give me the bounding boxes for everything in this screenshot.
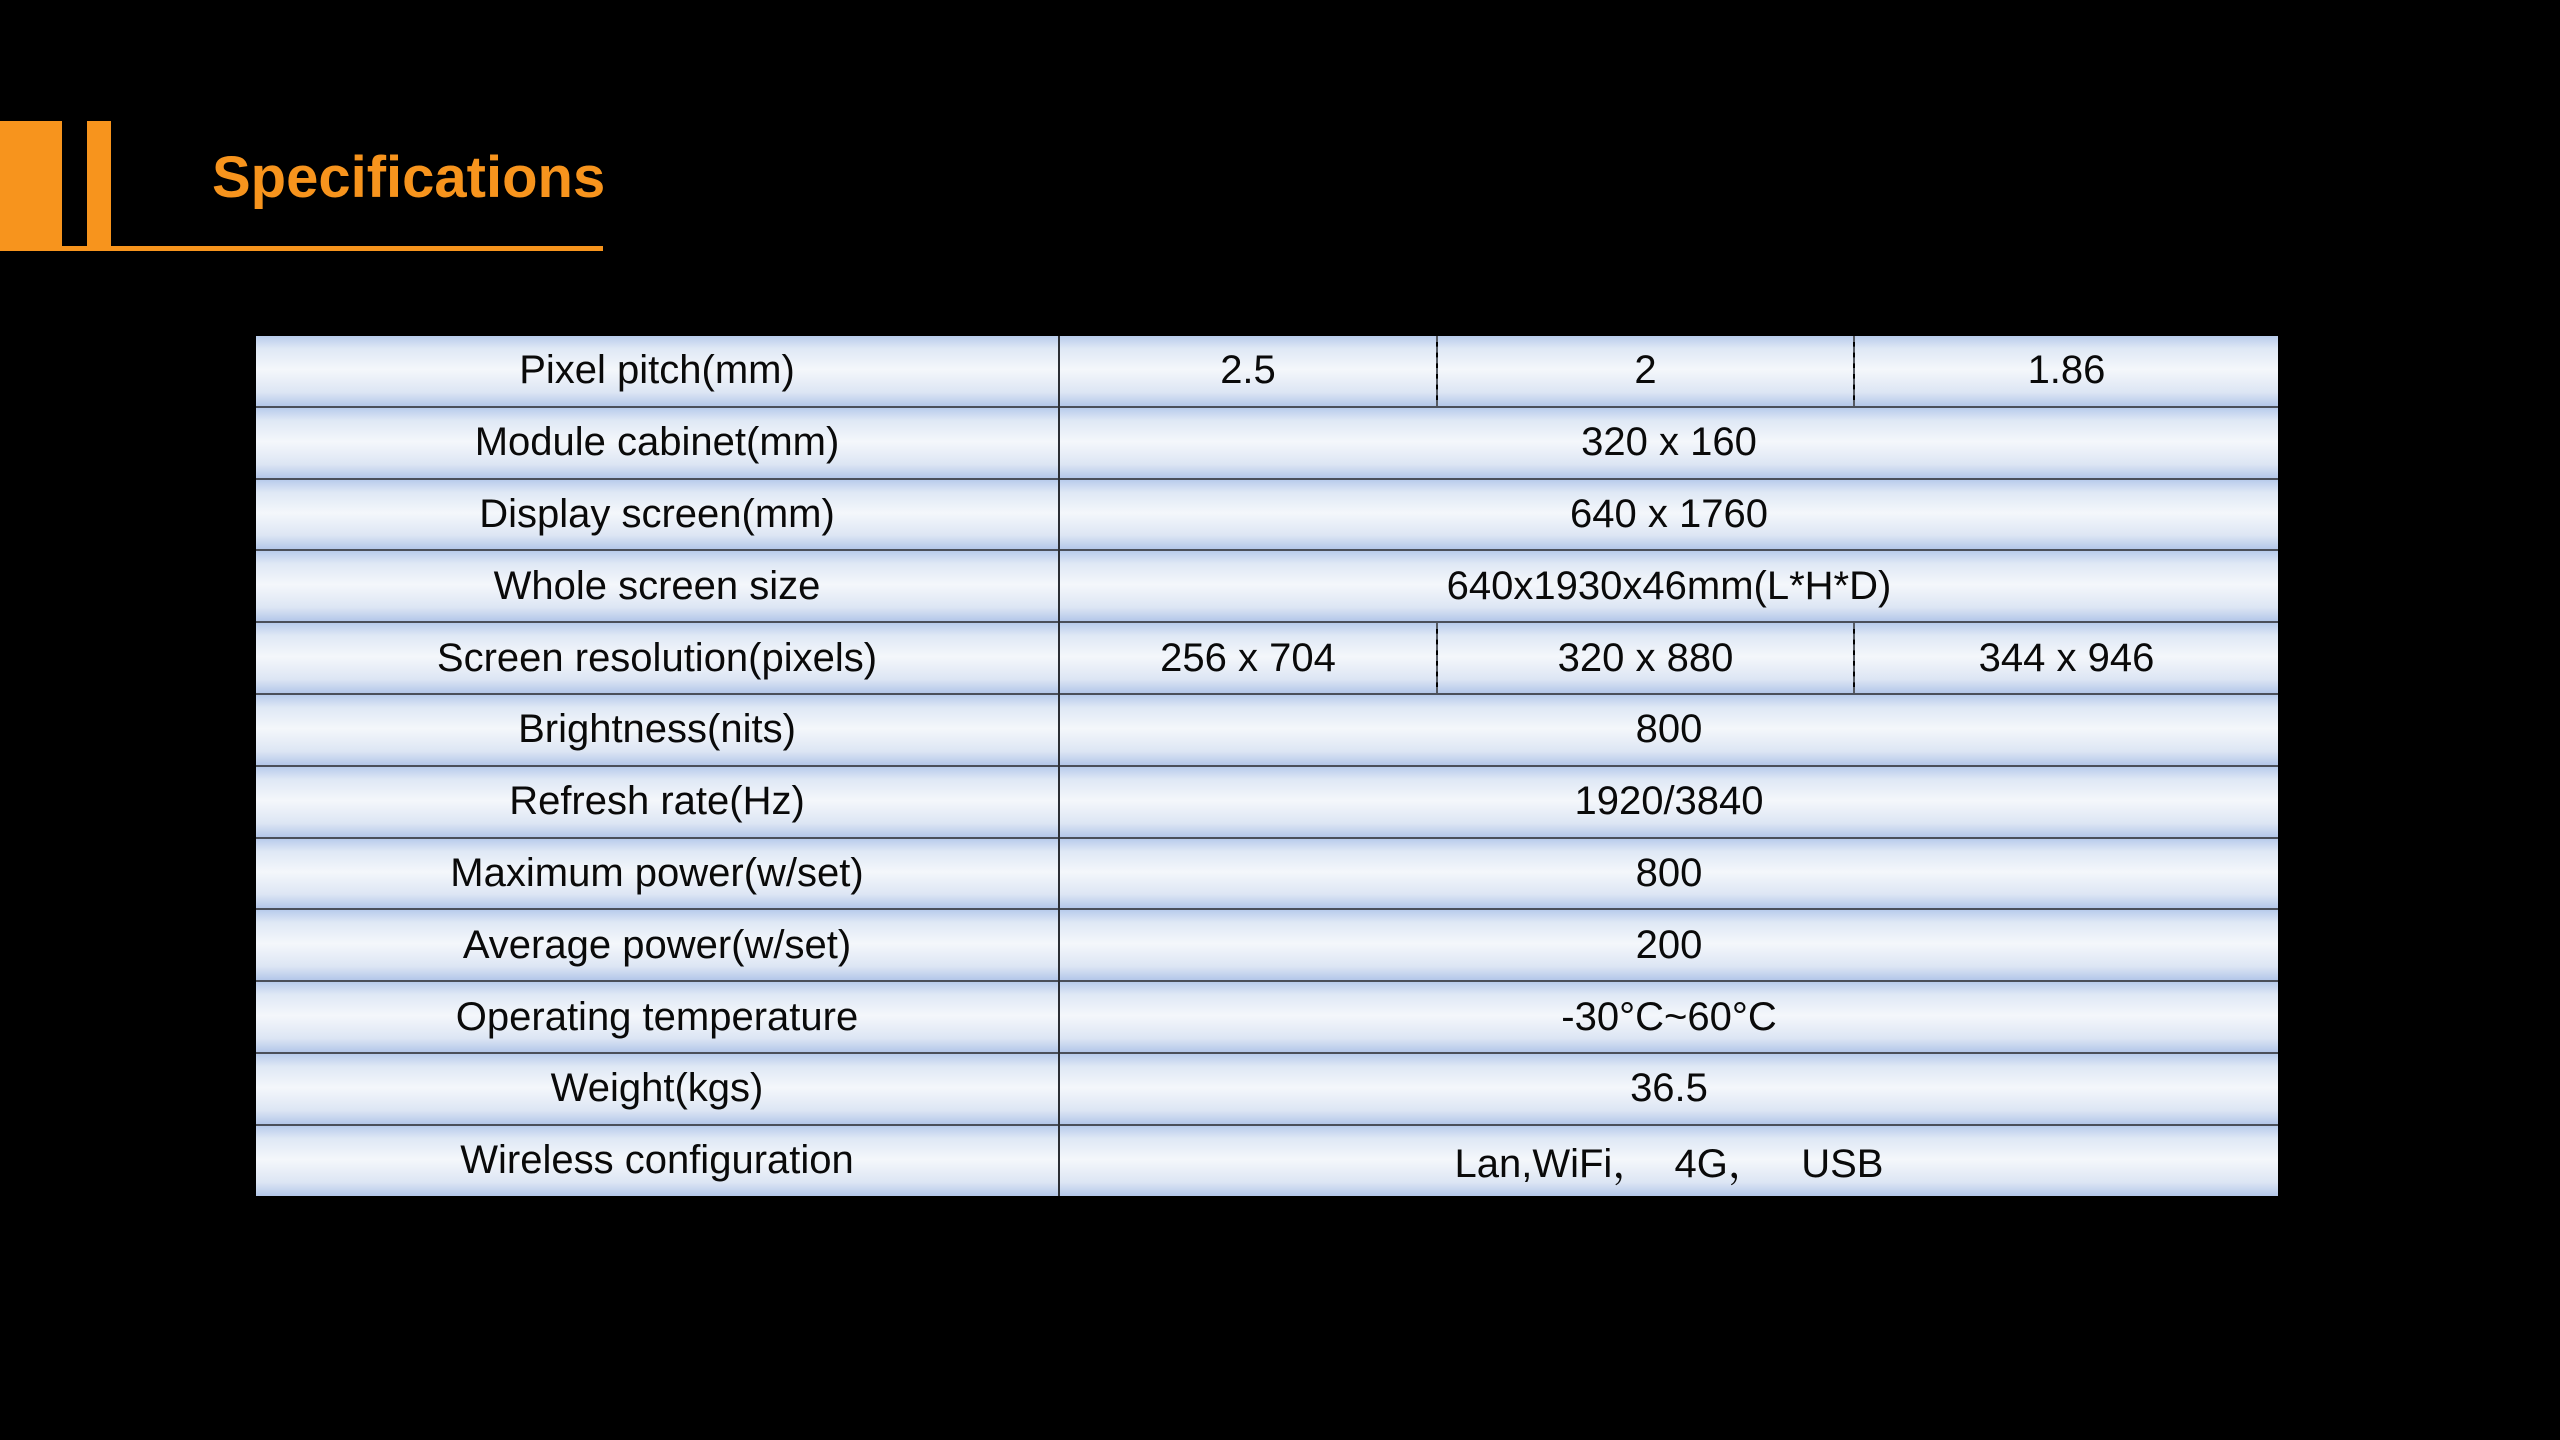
spec-label: Module cabinet(mm) xyxy=(256,407,1059,479)
spec-row-weight xyxy=(256,1053,2278,1125)
spec-label: Brightness(nits) xyxy=(256,694,1059,766)
title-underline xyxy=(0,246,603,251)
spec-row-pixel-pitch xyxy=(256,336,2278,407)
spec-row-brightness xyxy=(256,694,2278,766)
spec-row-whole-screen-size xyxy=(256,550,2278,622)
spec-row-maximum-power xyxy=(256,838,2278,910)
spec-label: Whole screen size xyxy=(256,550,1059,622)
spec-value: 2 xyxy=(1437,336,1854,407)
spec-label: Operating temperature xyxy=(256,981,1059,1053)
spec-value: 344 x 946 xyxy=(1854,622,2278,694)
spec-value: 800 xyxy=(1059,838,2278,910)
spec-value: 640x1930x46mm(L*H*D) xyxy=(1059,550,2278,622)
page-title: Specifications xyxy=(212,145,606,210)
spec-label: Wireless configuration xyxy=(256,1125,1059,1196)
spec-label: Pixel pitch(mm) xyxy=(256,336,1059,407)
spec-row-refresh-rate xyxy=(256,766,2278,838)
spec-value: 1.86 xyxy=(1854,336,2278,407)
spec-value: -30°C~60°C xyxy=(1059,981,2278,1053)
title-accent-block xyxy=(0,121,62,251)
spec-value: 640 x 1760 xyxy=(1059,479,2278,551)
spec-label: Average power(w/set) xyxy=(256,909,1059,981)
spec-value: 200 xyxy=(1059,909,2278,981)
spec-label: Display screen(mm) xyxy=(256,479,1059,551)
spec-label: Weight(kgs) xyxy=(256,1053,1059,1125)
spec-value: 320 x 160 xyxy=(1059,407,2278,479)
spec-label: Refresh rate(Hz) xyxy=(256,766,1059,838)
spec-label: Screen resolution(pixels) xyxy=(256,622,1059,694)
spec-value: 320 x 880 xyxy=(1437,622,1854,694)
spec-row-module-cabinet xyxy=(256,407,2278,479)
spec-value: 2.5 xyxy=(1059,336,1437,407)
spec-value: 1920/3840 xyxy=(1059,766,2278,838)
specifications-table xyxy=(256,336,2278,1196)
spec-row-display-screen xyxy=(256,479,2278,551)
spec-row-wireless-configuration xyxy=(256,1125,2278,1196)
spec-value: Lan,WiFi， 4G， USB xyxy=(1059,1125,2278,1196)
spec-row-operating-temperature xyxy=(256,981,2278,1053)
spec-row-screen-resolution xyxy=(256,622,2278,694)
spec-value: 256 x 704 xyxy=(1059,622,1437,694)
title-accent-bar xyxy=(87,121,111,251)
spec-value: 800 xyxy=(1059,694,2278,766)
spec-row-average-power xyxy=(256,909,2278,981)
spec-label: Maximum power(w/set) xyxy=(256,838,1059,910)
spec-value: 36.5 xyxy=(1059,1053,2278,1125)
